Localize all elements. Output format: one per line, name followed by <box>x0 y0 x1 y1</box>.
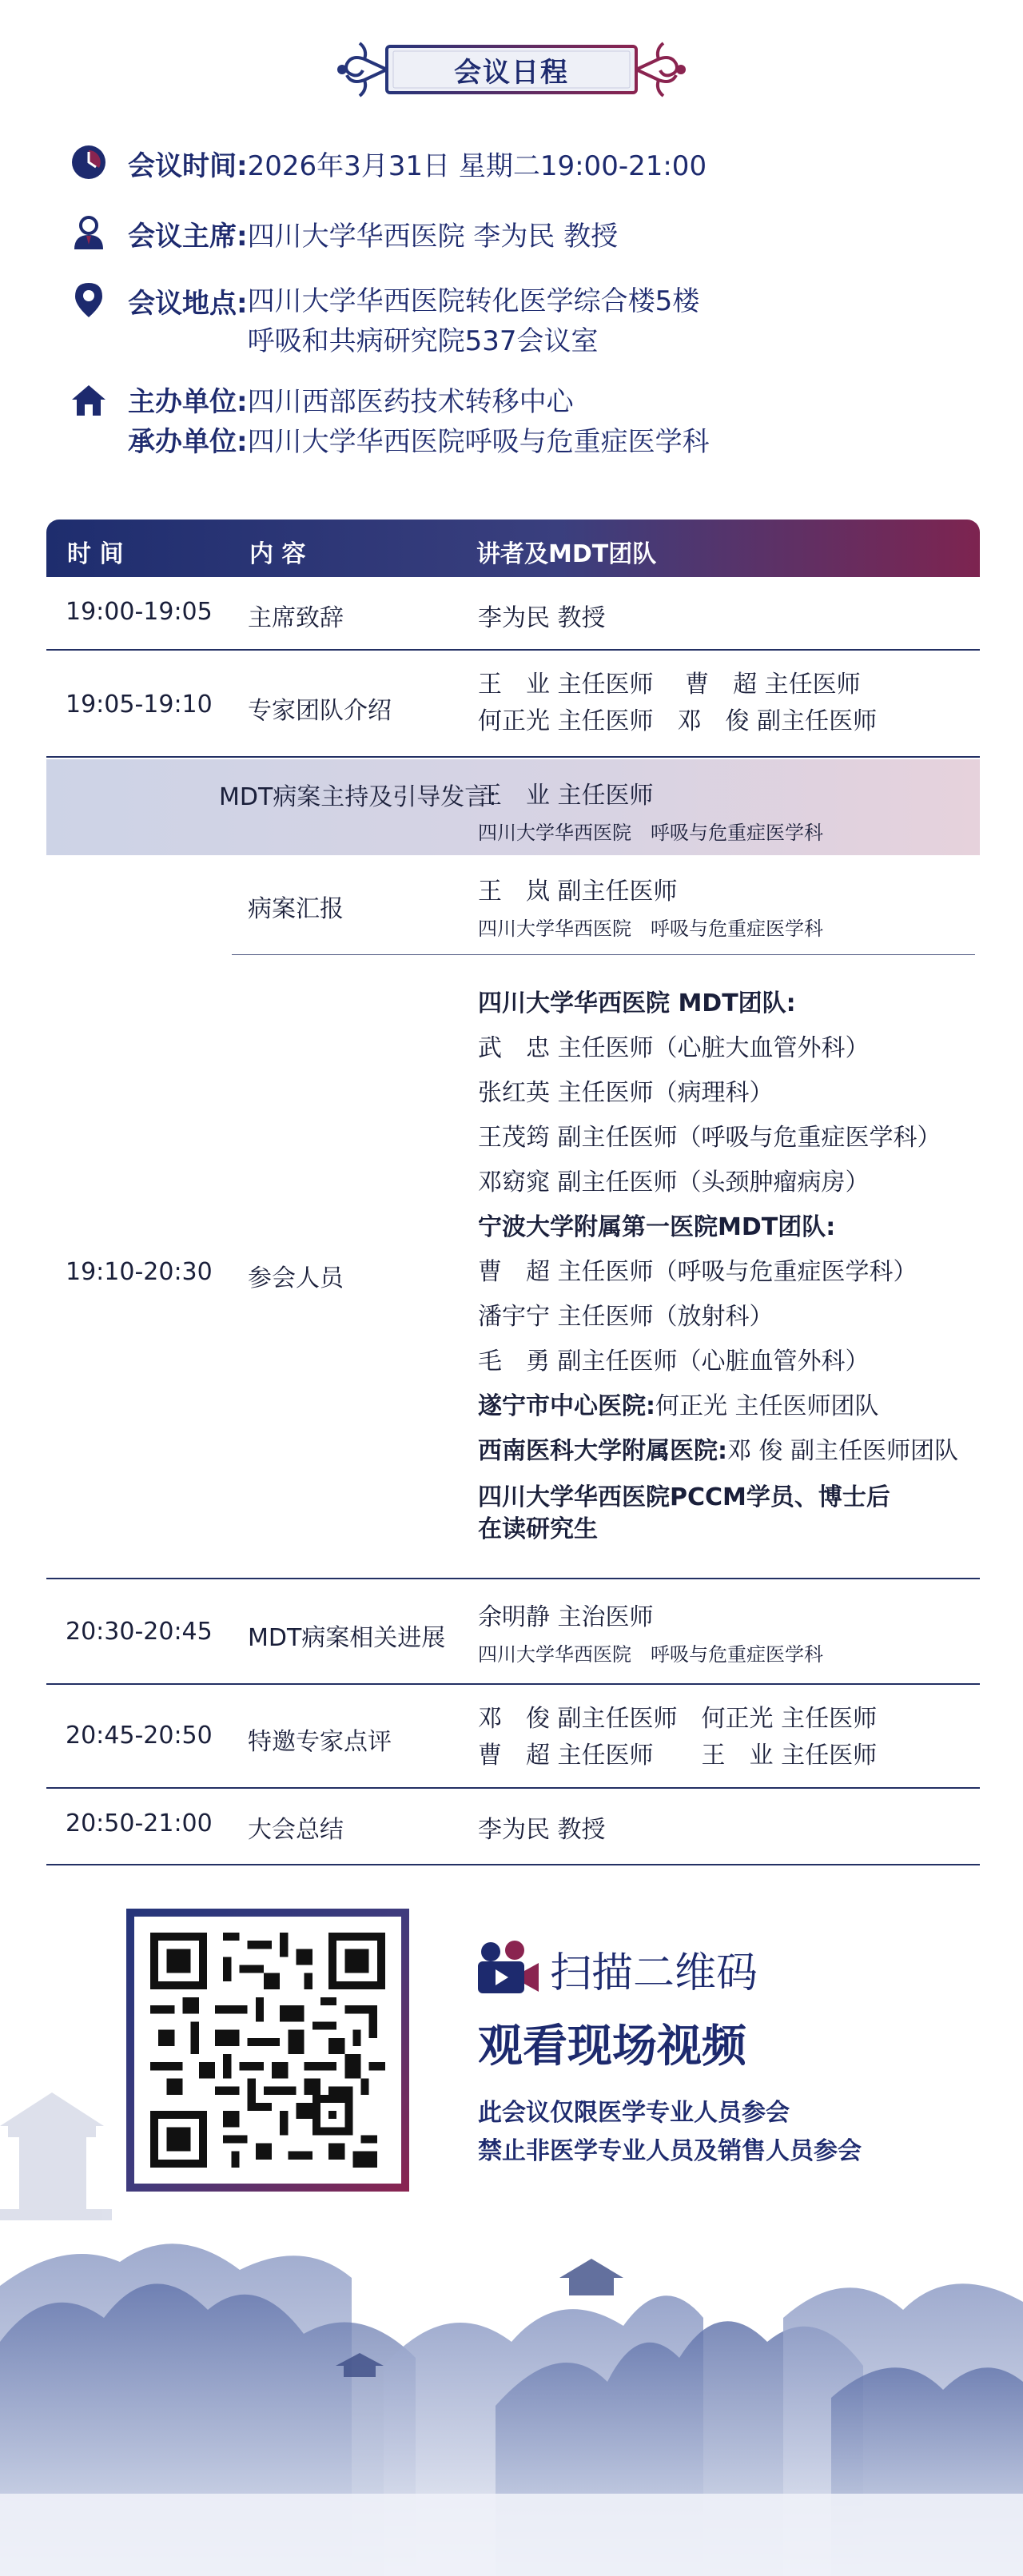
list-item: 西南医科大学附属医院:邓 俊 副主任医师团队 <box>478 1437 959 1465</box>
row-divider <box>46 756 980 758</box>
info-chair <box>70 214 618 253</box>
list-item: 武 忠 主任医师（心脏大血管外科） <box>478 1034 870 1062</box>
row1-time: 19:00-19:05 <box>66 598 213 626</box>
row6-time: 20:45-20:50 <box>66 1722 213 1750</box>
row-divider <box>232 954 975 955</box>
venue-line2: 呼吸和共病研究院537会议室 <box>247 325 599 357</box>
list-item: 曹 超 主任医师（呼吸与危重症医学科） <box>478 1258 918 1286</box>
row7-topic: 大会总结 <box>248 1816 344 1844</box>
header-topic: 内 容 <box>249 540 306 568</box>
notice-2: 禁止非医学专业人员及销售人员参会 <box>478 2137 862 2165</box>
list-item: 潘宇宁 主任医师（放射科） <box>478 1303 774 1331</box>
row5-topic: MDT病案相关进展 <box>248 1624 446 1652</box>
row5-time: 20:30-20:45 <box>66 1618 213 1646</box>
participants-list <box>478 981 958 1546</box>
row-divider <box>46 1787 980 1789</box>
row3-speaker: 王 岚 副主任医师 四川大学华西医院 呼吸与危重症医学科 <box>478 878 823 940</box>
chair-value: 四川大学华西医院 李为民 教授 <box>247 221 619 253</box>
scan-text: 扫描二维码 <box>550 1949 758 1997</box>
row5-speaker: 余明静 主治医师 四川大学华西医院 呼吸与危重症医学科 <box>478 1603 823 1666</box>
location-pin-icon <box>70 281 107 318</box>
row4-time: 19:10-20:30 <box>66 1258 213 1286</box>
host-value: 四川西部医药技术转移中心 <box>247 386 574 418</box>
header-speaker: 讲者及MDT团队 <box>476 540 657 568</box>
table-header <box>46 520 980 577</box>
venue-line1: 四川大学华西医院转化医学综合楼5楼 <box>247 285 700 317</box>
time-value: 2026年3月31日 星期二19:00-21:00 <box>247 150 707 182</box>
time-label: 会议时间: <box>128 150 248 182</box>
row1-speaker: 李为民 教授 <box>478 604 606 632</box>
list-item: 宁波大学附属第一医院MDT团队: <box>478 1213 836 1241</box>
qr-code-frame[interactable] <box>126 1909 409 2192</box>
row4-topic: 参会人员 <box>248 1264 344 1292</box>
row6-speakers: 邓 俊 副主任医师 何正光 主任医师 曹 超 主任医师 王 业 主任医师 <box>478 1705 878 1770</box>
row7-time: 20:50-21:00 <box>66 1810 213 1837</box>
info-venue <box>70 281 699 361</box>
row6-topic: 特邀专家点评 <box>248 1728 392 1756</box>
row2-speakers: 王 业 主任医师 曹 超 主任医师 何正光 主任医师 邓 俊 副主任医师 <box>478 671 878 735</box>
row7-speaker: 李为民 教授 <box>478 1816 606 1844</box>
host-label: 主办单位: <box>128 386 248 418</box>
row-divider <box>46 649 980 651</box>
pccm-note: 四川大学华西医院PCCM学员、博士后 在读研究生 <box>478 1483 890 1543</box>
list-item: 王茂筠 副主任医师（呼吸与危重症医学科） <box>478 1124 941 1152</box>
info-host <box>70 382 710 462</box>
row2-topic: 专家团队介绍 <box>248 697 392 725</box>
qr-code-icon[interactable] <box>150 1933 385 2168</box>
organizer-label: 承办单位: <box>128 426 248 458</box>
video-camera-icon <box>473 1939 540 1997</box>
info-time <box>70 144 707 183</box>
band-label: MDT病案主持及引导发言: <box>219 783 497 811</box>
list-item: 毛 勇 副主任医师（心脏血管外科） <box>478 1348 870 1376</box>
notice-1: 此会议仅限医学专业人员参会 <box>478 2099 790 2127</box>
list-item: 遂宁市中心医院:何正光 主任医师团队 <box>478 1392 879 1420</box>
row-divider <box>46 1578 980 1579</box>
chair-label: 会议主席: <box>128 221 248 253</box>
organizer-value: 四川大学华西医院呼吸与危重症医学科 <box>247 426 710 458</box>
person-icon <box>70 214 107 251</box>
home-icon <box>70 382 107 419</box>
header-time: 时 间 <box>67 540 124 568</box>
page-title: 会议日程 <box>454 56 569 89</box>
row-divider <box>46 1864 980 1865</box>
list-item: 张红英 主任医师（病理科） <box>478 1079 774 1107</box>
venue-label: 会议地点: <box>128 288 248 320</box>
row3-topic: 病案汇报 <box>248 895 344 923</box>
list-item: 邓窈窕 副主任医师（头颈肿瘤病房） <box>478 1169 870 1196</box>
row2-time: 19:05-19:10 <box>66 691 213 719</box>
list-item: 四川大学华西医院 MDT团队: <box>478 989 796 1017</box>
title-banner <box>336 35 687 104</box>
watch-video-text: 观看现场视频 <box>478 2021 746 2072</box>
row-divider <box>46 1683 980 1685</box>
row1-topic: 主席致辞 <box>248 604 344 632</box>
clock-icon <box>70 144 107 181</box>
band-speaker: 王 业 主任医师 四川大学华西医院 呼吸与危重症医学科 <box>478 782 823 844</box>
